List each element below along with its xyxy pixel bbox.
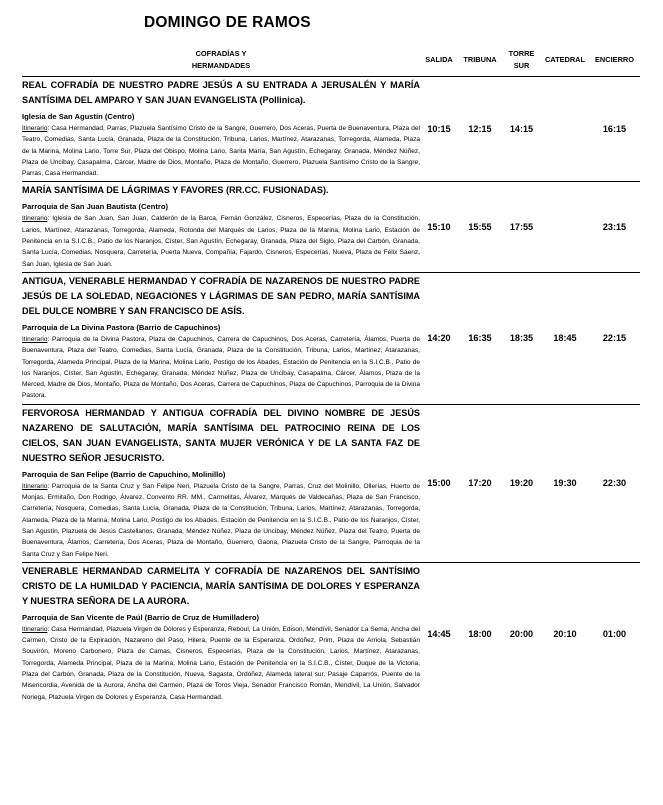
time-catedral: 20:10 [541, 562, 589, 705]
time-tribuna: 17:20 [458, 404, 502, 562]
time-torre-sur: 14:15 [502, 77, 541, 182]
itinerary-text: Itinerario: Parroquia de la Santa Cruz y San Felipe Neri, Plazuela Cristo de la Sangre, Parras, Cruz del Molinillo, Ollerías, Huerto de Monjas, Ermitaño, Don Rodrigo, Álvarez, Convento RR. MM., Carmelitas, Álvarez, Marqués de Valdecañas, Plaza de San Francisco, Carretería, Nosquera, Comedias, Santa Lucía, Granada, Plaza de la Constitución, Tribuna, Larios, Martínez, Atarazanas, Torregorda, Alameda, Plaza de la Marina, Molina Lario, Postigo de los Abades, Estación de Penitencia en la S.I.C.B., Patio de los Naranjos, Císter, San Agustín, Plazuela de Jesús Castellanos, Granada, Méndez Núñez, Plaza de Uncibay, Méndez Núñez, Plaza del Teatro, Puerta de Buenaventura, Álamos, Carretería, Dos Aceras, Plaza de Montaño, Guerrero, Gaona, Plazuela Cristo de la Sangre, Parroquia de la Santa Cruz y San Felipe Neri. [22, 482, 420, 558]
time-catedral: 18:45 [541, 272, 589, 404]
time-salida: 10:15 [420, 77, 458, 182]
brotherhood-name: FERVOROSA HERMANDAD Y ANTIGUA COFRADÍA DEL DIVINO NOMBRE DE JESÚS NAZARENO DE SALUTACIÓN, MARÍA SANTÍSIMA DEL PATROCINIO REINA DE LOS CIELOS, SAN JUAN EVANGELISTA, SANTA MUJER VERÓNICA Y DE LA SANTA FAZ DE NUESTRO SEÑOR JESUCRISTO. [22, 407, 420, 463]
header-torre-sur: TORRE SUR [508, 49, 535, 70]
brotherhood-name: REAL COFRADÍA DE NUESTRO PADRE JESÚS A SU ENTRADA A JERUSALÉN Y MARÍA SANTÍSIMA DEL AMPARO Y SAN JUAN EVANGELISTA (Pollinica). [22, 80, 420, 105]
brotherhood-name: ANTIGUA, VENERABLE HERMANDAD Y COFRADÍA DE NAZARENOS DE NUESTRO PADRE JESÚS DE LA SOLEDAD, NEGACIONES Y LÁGRIMAS DE SAN PEDRO, MARÍA SANTÍSIMA DEL DULCE NOMBRE Y SAN FRANCISCO DE ASÍS. [22, 275, 420, 316]
page-title: DOMINGO DE RAMOS [144, 14, 311, 31]
time-catedral [541, 182, 589, 272]
table-row [22, 404, 640, 562]
time-tribuna: 18:00 [458, 562, 502, 705]
time-tribuna: 15:55 [458, 182, 502, 272]
procession-table [22, 44, 640, 705]
time-torre-sur: 17:55 [502, 182, 541, 272]
time-encierro: 22:15 [589, 272, 640, 404]
time-salida: 15:00 [420, 404, 458, 562]
table-row [22, 562, 640, 705]
header-tribuna: TRIBUNA [463, 55, 497, 64]
time-salida: 14:20 [420, 272, 458, 404]
table-header [22, 44, 640, 77]
table-row [22, 182, 640, 272]
time-torre-sur: 20:00 [502, 562, 541, 705]
parish-name: Parroquia de San Felipe (Barrio de Capuchino, Molinillo) [22, 469, 226, 479]
parish-name: Iglesia de San Agustín (Centro) [22, 112, 135, 121]
header-catedral: CATEDRAL [544, 55, 586, 64]
time-salida: 14:45 [420, 562, 458, 705]
table-row [22, 272, 640, 404]
table-row [22, 77, 640, 182]
time-catedral: 19:30 [541, 404, 589, 562]
time-catedral [541, 77, 589, 182]
brotherhood-name: MARÍA SANTÍSIMA DE LÁGRIMAS Y FAVORES (RR.CC. FUSIONADAS). [22, 185, 329, 196]
parish-name: Parroquia de San Juan Bautista (Centro) [22, 202, 168, 212]
time-encierro: 22:30 [589, 404, 640, 562]
time-encierro: 16:15 [589, 77, 640, 182]
time-encierro: 01:00 [589, 562, 640, 705]
time-torre-sur: 18:35 [502, 272, 541, 404]
time-tribuna: 16:35 [458, 272, 502, 404]
parish-name: Parroquia de San Vicente de Paúl (Barrio de Cruz de Humilladero) [22, 612, 260, 622]
header-cofradias: COFRADÍAS Y HERMANDADES [191, 49, 251, 70]
brotherhood-name: VENERABLE HERMANDAD CARMELITA Y COFRADÍA DE NAZARENOS DEL SANTÍSIMO CRISTO DE LA HUMILDAD Y PACIENCIA, MARÍA SANTÍSIMA DE DOLORES Y ESPERANZA Y NUESTRA SEÑORA DE LA AURORA. [22, 565, 420, 606]
time-tribuna: 12:15 [458, 77, 502, 182]
itinerary-text: Itinerario: Iglesia de San Juan, San Juan, Calderón de la Barca, Fernán González, Cisneros, Especerías, Plaza de la Constitución, Larios, Martínez, Atarazanas, Torregorda, Alameda, Rotonda del Marqués de Larios, Plaza de la Marina, Molina Lario, Estación de Penitencia en la S.I.C.B., Patio de los Naranjos, Císter, San Agustín, Echegaray, Granada, Plaza del Siglo, Plaza del Carbón, Granada, Santa Lucía, Comedias, Nosquera, Carretería, Puerta Nueva, Compañía, Fajardo, Cisneros, Especerías, Nueva, Plaza de Félix Sáenz, San Juan, Iglesia de San Juan. [22, 215, 420, 268]
time-salida: 15:10 [420, 182, 458, 272]
header-salida: SALIDA [425, 55, 453, 64]
time-encierro: 23:15 [589, 182, 640, 272]
parish-name: Parroquia de La Divina Pastora (Barrio de Capuchinos) [22, 322, 221, 332]
header-encierro: ENCIERRO [594, 55, 634, 64]
itinerary-text: Itinerario: Casa Hermandad, Plazuela Virgen de Dolores y Esperanza, Reboul, La Unión, Edison, Mendívil, Senador La Sema, Ancha del Carmen, Cristo de la Expiración, Nazareno del Paso, Hilera, Puente de la Esperanza, Ordóñez, Prim, Plaza de Arriola, Sebastián Souvirón, Moreno Carbonero, Plaza de Camas, Cisneros, Especerías, Plaza de la Constitución, Larios, Martínez, Atarazanas, Torregorda, Alameda Principal, Plaza de la Marina, Molina Lario, Estación de Penitencia en la S.I.C.B., Císter, Duque de la Victoria, Plaza del Carbón, Granada, Plaza de la Constitución, Nueva, Sagasta, Ordóñez, Alameda lateral sur, Pasaje Caparrós, Puente de la Misericordia, Avenida de la Aurora, Ancha del Carmen, Plaza de Toros Vieja, Senador Francisco Román, Mendívil, La Unión, Salvador Noriega, Plazuela Virgen de Dolores y Esperanza, Casa Hermandad. [22, 625, 420, 701]
itinerary-text: Itinerario: Casa Hermandad, Parras, Plazuela Santísimo Cristo de la Sangre, Guerrero, Dos Aceras, Puerta de Buenaventura, Plaza del Teatro, Comedias, Santa Lucía, Granada, Plaza de la Constitución, Tribuna, Larios, Martínez, Atarazanas, Torregorda, Alameda, Plaza de la Marina, Molina Lario, Torre Sur, Plaza del Obispo, Molina Lario, Santa María, San Agustín, Echegaray, Granada, Méndez Núñez, Plaza de Uncibay, Casapalma, Cárcer, Madre de Dios, Montaño, Plaza de Montaño, Guerrero, Plazuela Santísimo Cristo de la Sangre, Parras, Casa Hermandad. [22, 125, 420, 178]
time-torre-sur: 19:20 [502, 404, 541, 562]
itinerary-text: Itinerario: Parroquia de la Divina Pastora, Plaza de Capuchinos, Carrera de Capuchinos, Dos Aceras, Carretería, Álamos, Puerta de Buenaventura, Plaza del Teatro, Comedias, Santa Lucía, Granada, Plaza de la Constitución, Tribuna, Larios, Martínez, Atarazanas, Torregorda, Alameda Principal, Plaza de la Marina, Molina Lario, Postigo de los Abades, Estación de Penitencia en la S.I.C.B., Patio de los Naranjos, Císter, San Agustín, Echegaray, Granada, Méndez Núñez, Plaza de Uncibay, Casapalma, Cárcer, Álamos, Plaza de la Merced, Madre de Dios, Montaño, Plaza de Montaño, Dos Aceras, Carrera de Capuchinos, Plaza de Capuchinos, Parroquia de la Divina Pastora. [22, 335, 420, 400]
